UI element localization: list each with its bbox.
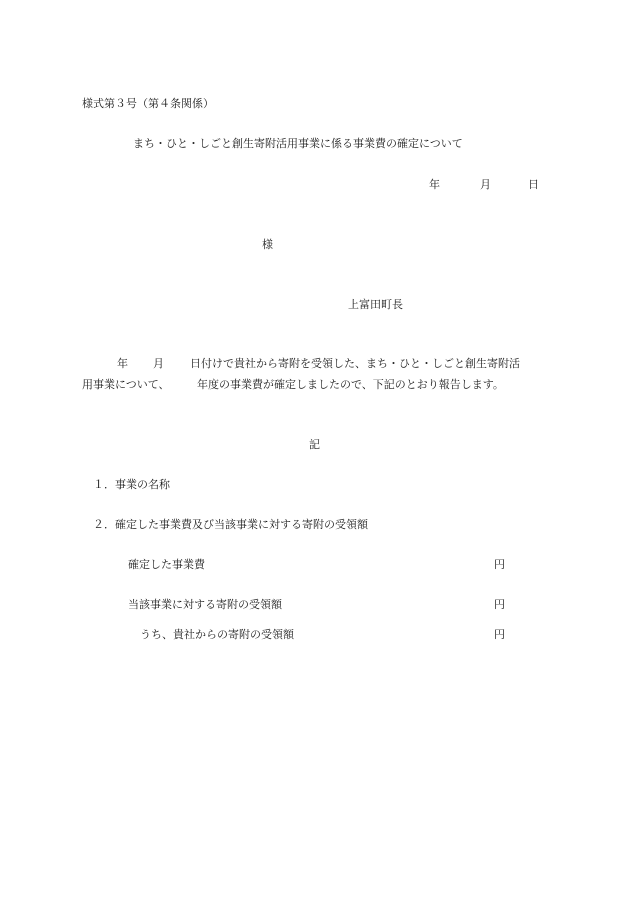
- row-donation-received-label: 当該事業に対する寄附の受領額: [128, 598, 282, 611]
- ki-heading: 記: [309, 438, 320, 451]
- body-text-line1: 日付けで貴社から寄附を受領した、まち・ひと・しごと創生寄附活: [190, 357, 520, 370]
- body-month-label: 月: [153, 357, 164, 370]
- body-year-label: 年: [117, 357, 128, 370]
- item-project-name: １．事業の名称: [93, 478, 170, 491]
- row-company-donation-label: うち、貴社からの寄附の受領額: [140, 628, 294, 641]
- row-confirmed-cost-label: 確定した事業費: [128, 558, 205, 571]
- addressee-honorific: 様: [262, 238, 273, 251]
- document-title: まち・ひと・しごと創生寄附活用事業に係る事業費の確定について: [133, 137, 463, 150]
- body-text-line2-start: 用事業について、: [82, 378, 170, 391]
- row-company-donation-unit: 円: [494, 628, 505, 641]
- body-text-line2-end: 年度の事業費が確定しましたので、下記のとおり報告します。: [197, 378, 504, 391]
- form-number: 様式第３号（第４条関係）: [82, 97, 214, 110]
- date-day-label: 日: [528, 178, 539, 191]
- sender-name: 上富田町長: [348, 298, 403, 311]
- date-year-label: 年: [429, 178, 440, 191]
- row-donation-received-unit: 円: [494, 598, 505, 611]
- item-confirmed-cost: ２．確定した事業費及び当該事業に対する寄附の受領額: [93, 518, 368, 531]
- date-month-label: 月: [480, 178, 491, 191]
- row-confirmed-cost-unit: 円: [494, 558, 505, 571]
